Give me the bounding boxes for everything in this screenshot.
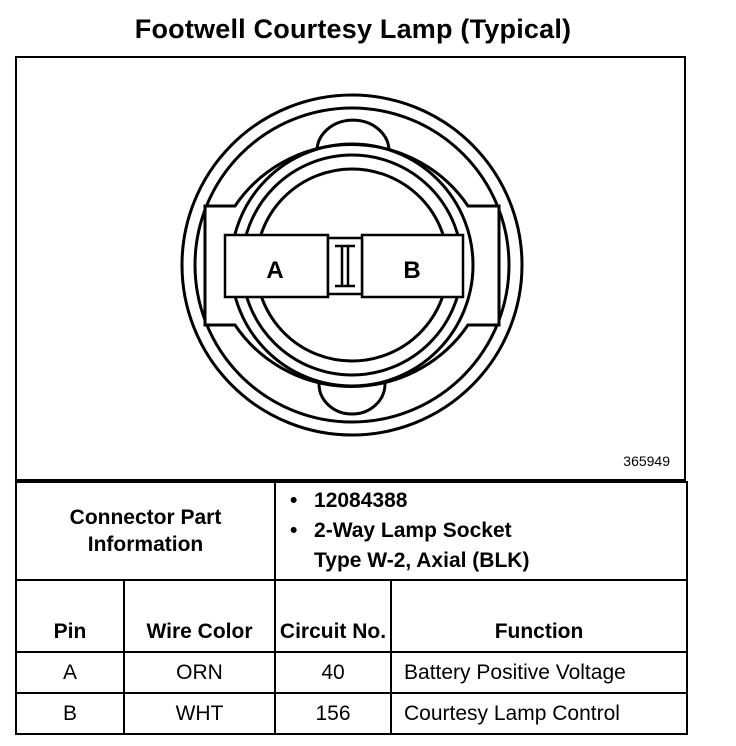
header-function: Function bbox=[391, 580, 687, 652]
wire-color-cell: WHT bbox=[124, 693, 275, 734]
header-wire-color: Wire Color bbox=[124, 580, 275, 652]
function-cell: Battery Positive Voltage bbox=[391, 652, 687, 693]
pin-label-a: A bbox=[266, 257, 284, 284]
part-number: • 12084388 bbox=[314, 486, 686, 516]
header-circuit: Circuit No. bbox=[275, 580, 391, 652]
connector-part-label: Connector Part Information bbox=[16, 482, 275, 580]
pin-cell: B bbox=[16, 693, 124, 734]
wire-color-cell: ORN bbox=[124, 652, 275, 693]
function-cell: Courtesy Lamp Control bbox=[391, 693, 687, 734]
header-pin: Pin bbox=[16, 580, 124, 652]
figure-number: 365949 bbox=[623, 453, 670, 469]
table-row bbox=[16, 693, 687, 734]
connector-part-list bbox=[275, 482, 687, 580]
part-type: Type W-2, Axial (BLK) bbox=[314, 549, 530, 572]
part-description: • 2-Way Lamp Socket Type W-2, Axial (BLK) bbox=[314, 516, 686, 576]
pin-cell: A bbox=[16, 652, 124, 693]
connector-illustration bbox=[15, 56, 686, 481]
table-row bbox=[16, 652, 687, 693]
diagram-title: Footwell Courtesy Lamp (Typical) bbox=[134, 14, 572, 44]
connector-info-table bbox=[15, 481, 688, 735]
circuit-cell: 156 bbox=[275, 693, 391, 734]
circuit-cell: 40 bbox=[275, 652, 391, 693]
pin-label-b: B bbox=[403, 257, 421, 284]
lamp-socket-drawing bbox=[17, 58, 684, 479]
